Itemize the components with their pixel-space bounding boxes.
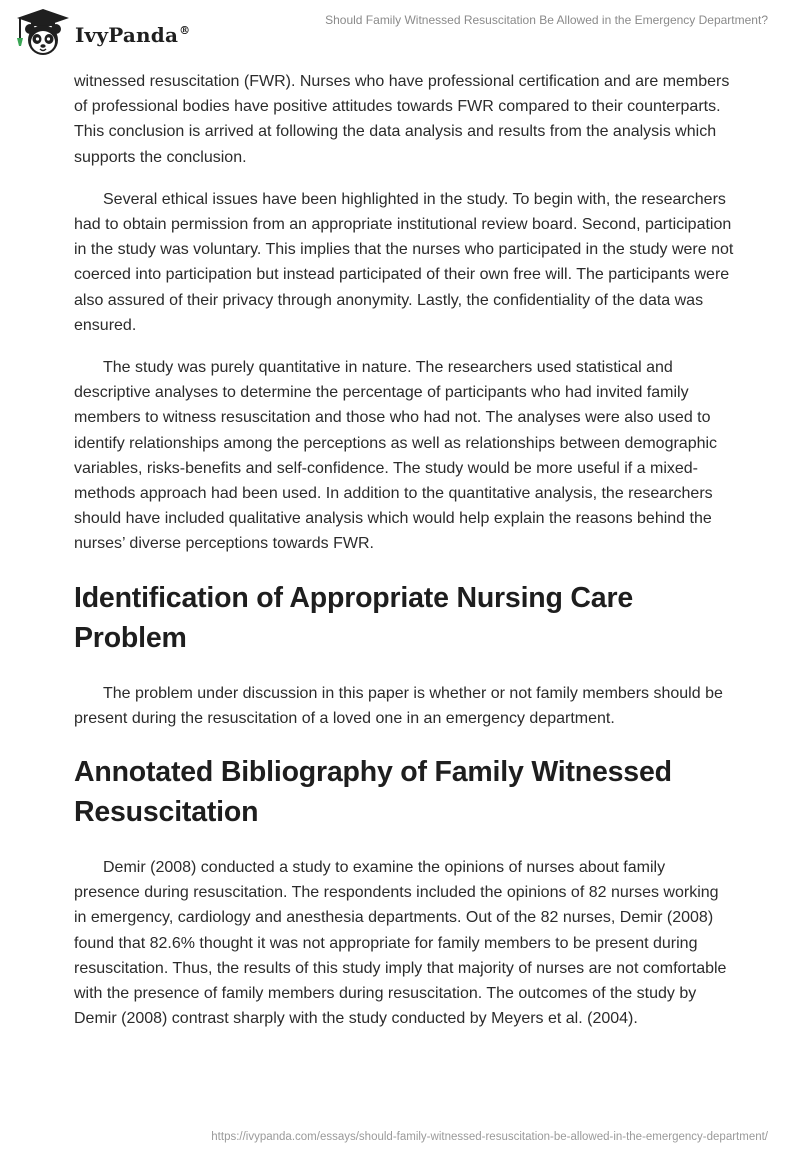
paragraph-problem: The problem under discussion in this paper is whether or not family members should be present during the resuscitation of a loved one in an emergency department. — [74, 684, 723, 727]
page-header — [0, 0, 800, 70]
logo-wordmark: IvyPanda® — [75, 23, 191, 47]
paragraph-continuation: witnessed resuscitation (FWR). Nurses who have professional certification and are members of professional bodies have positive attitudes towards FWR compared to their counterparts. This conclusion is arrived at following the data analysis and results from the analysis which supports the conclusion. — [74, 73, 730, 166]
ivypanda-logo[interactable] — [14, 8, 190, 58]
paragraph-demir-study: Demir (2008) conducted a study to examine the opinions of nurses about family presence during resuscitation. The respondents included the opinions of 82 nurses working in emergency, cardiology and anesthesia departments. Out of the 82 nurses, Demir (2008) found that 82.6% thought it was not appropriate for family members to be present during resuscitation. Thus, the results of this study imply that majority of nurses are not comfortable with the presence of family members during resuscitation. The outcomes of the study by Demir (2008) contrast sharply with the study conducted by Meyers et al. (2004). — [74, 859, 727, 1028]
document-title: Should Family Witnessed Resuscitation Be Allowed in the Emergency Department? — [325, 13, 768, 27]
essay-content — [74, 69, 734, 1048]
source-url[interactable]: https://ivypanda.com/essays/should-family-witnessed-resuscitation-be-allowed-in-the-emergency-department/ — [211, 1131, 768, 1143]
panda-graduate-icon — [14, 8, 72, 58]
section-heading-annotated-bibliography: Annotated Bibliography of Family Witnessed Resuscitation — [74, 756, 672, 829]
paragraph-ethical-issues: Several ethical issues have been highlighted in the study. To begin with, the researchers had to obtain permission from an appropriate institutional review board. Second, participation in the study was voluntary. This implies that the nurses who participated in the study were not coerced into participation but instead participated of their own free will. The participants were also assured of their privacy through anonymity. Lastly, the confidentiality of the data was ensured. — [74, 190, 734, 334]
paragraph-quantitative-study: The study was purely quantitative in nature. The researchers used statistical and descriptive analyses to determine the percentage of participants who had invited family members to witness resuscitation and those who had not. The analyses were also used to identify relationships among the perceptions as well as relationships between demographic variables, risks-benefits and self-confidence. The study would be more useful if a mixed-methods approach had been used. In addition to the quantitative analysis, the researchers should have included qualitative analysis which would help explain the reasons behind the nurses’ diverse perceptions towards FWR. — [74, 359, 718, 553]
section-heading-nursing-care-problem: Identification of Appropriate Nursing Care Problem — [74, 581, 633, 654]
